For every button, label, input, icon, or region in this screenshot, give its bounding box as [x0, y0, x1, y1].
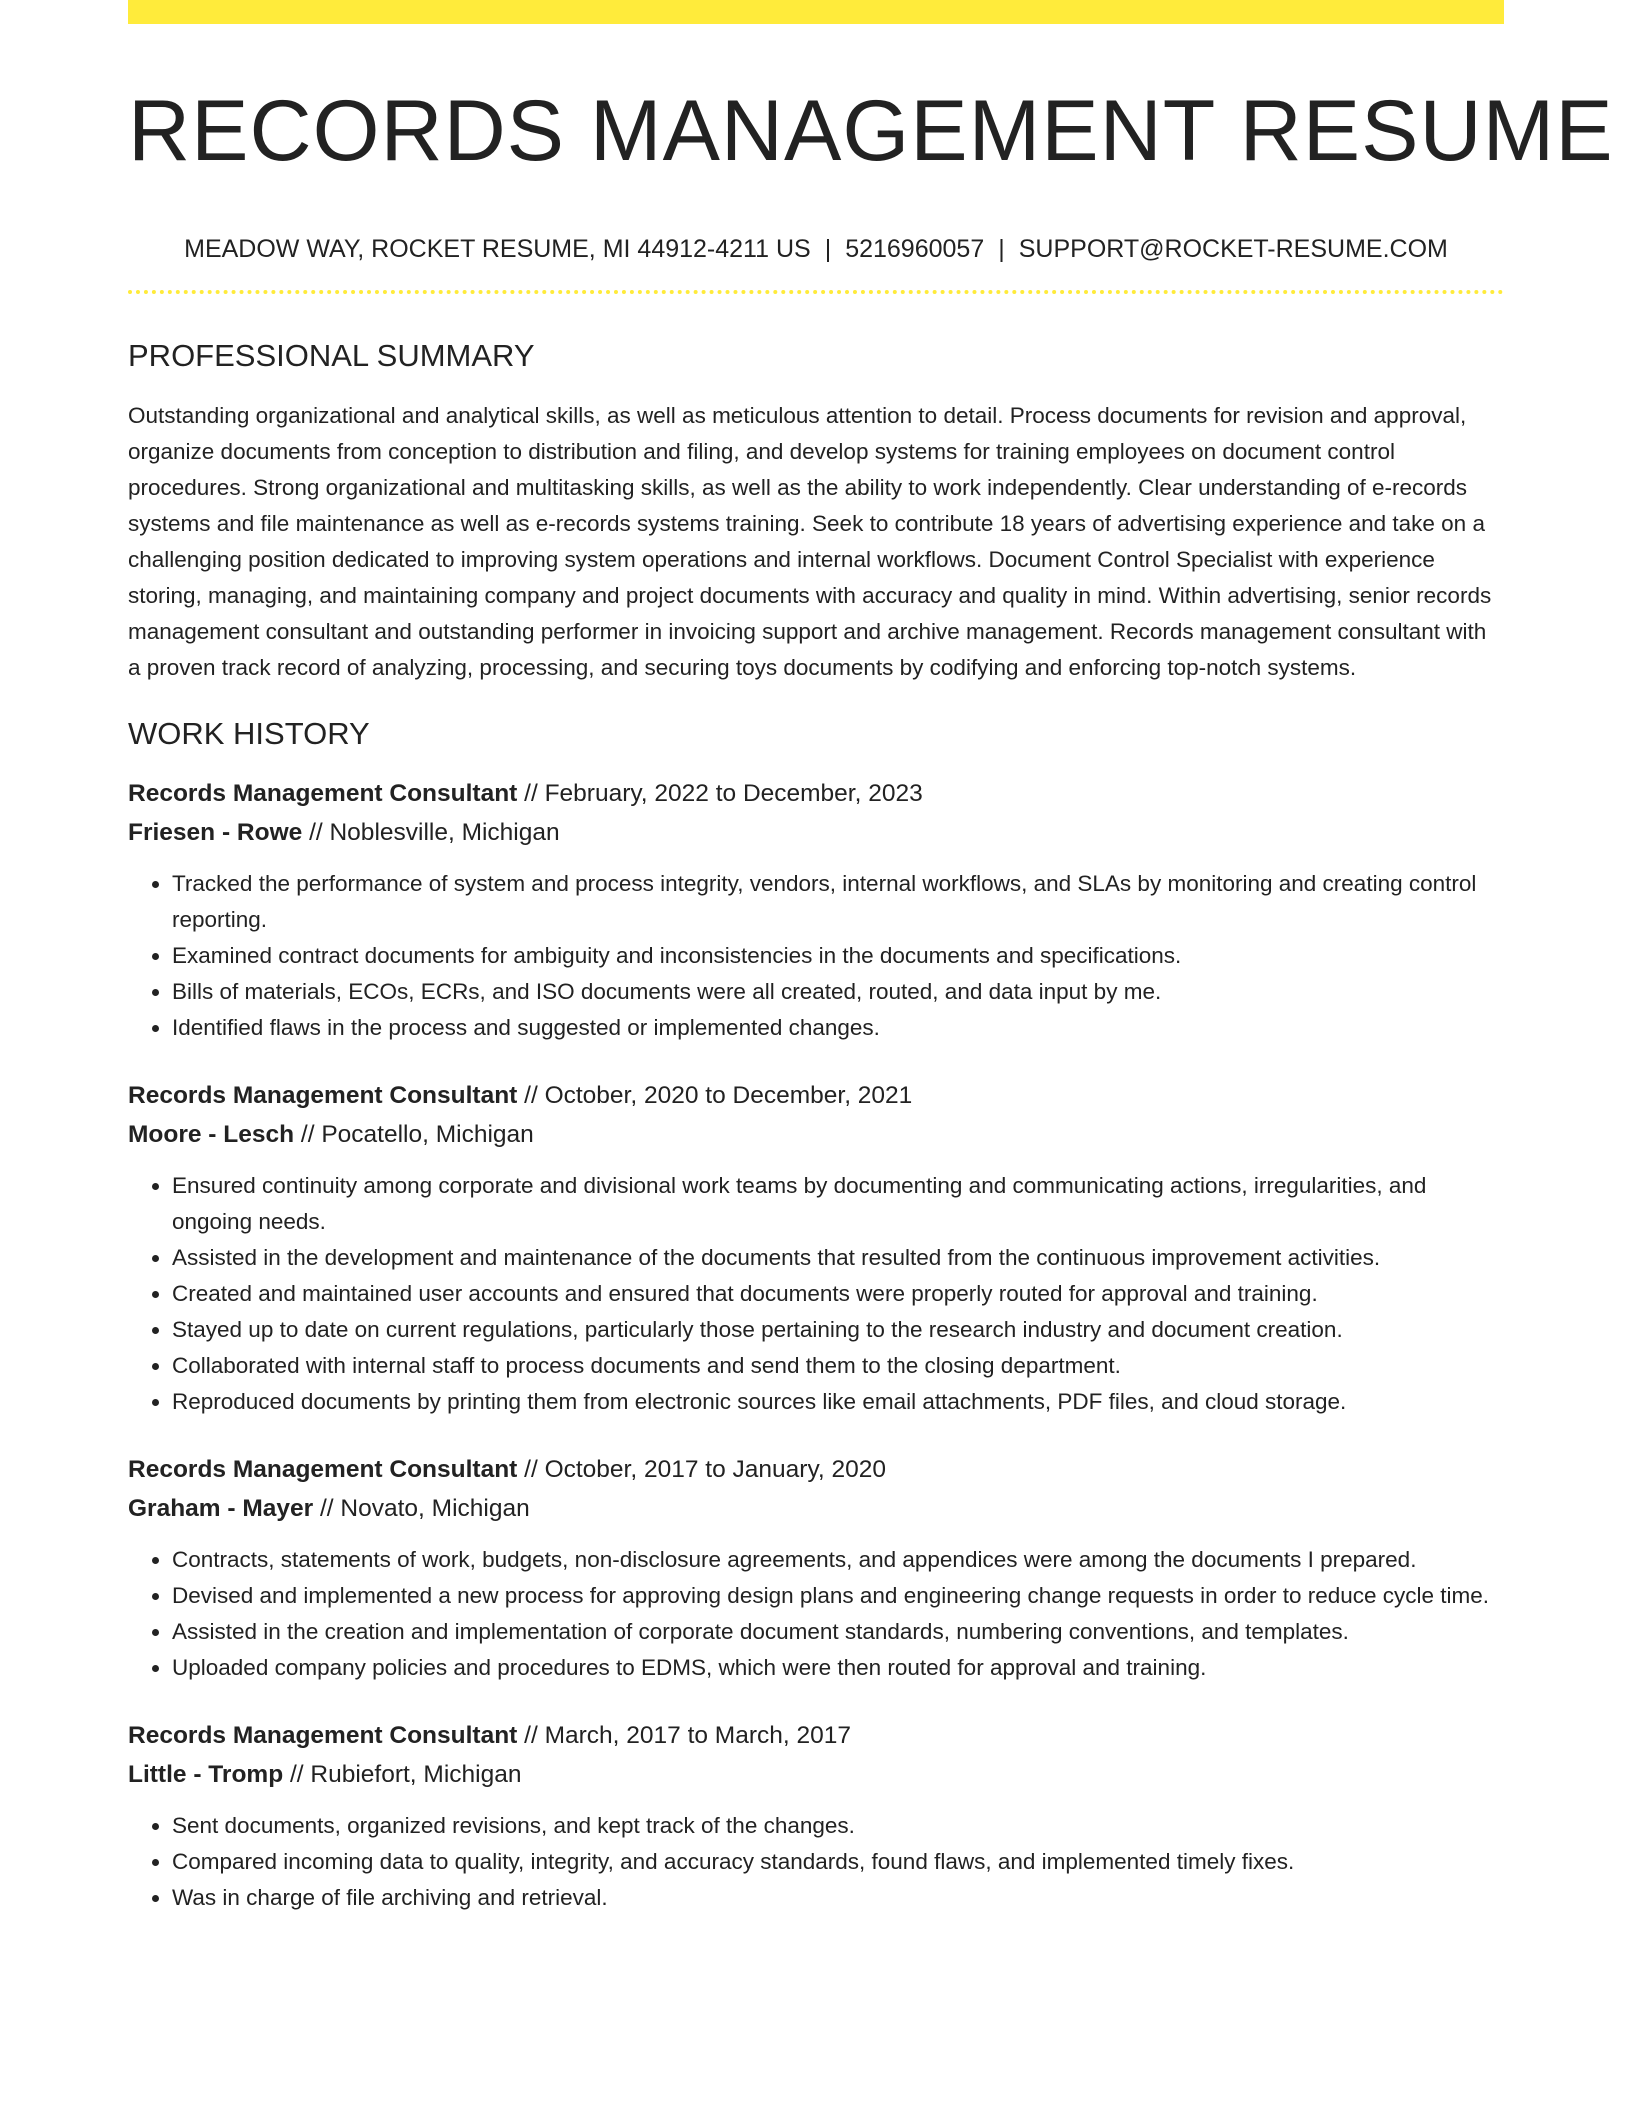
top-accent-bar	[128, 0, 1504, 24]
job-location: // Rubiefort, Michigan	[283, 1760, 522, 1788]
resume-title: RECORDS MANAGEMENT RESUME	[128, 83, 1614, 179]
job-title-line	[128, 774, 1504, 813]
job-title-line	[128, 1450, 1504, 1489]
job-title-line	[128, 1076, 1504, 1115]
bullet-item: • Reproduced documents by printing them from electronic sources like email attachments, PDF files, and cloud storage.	[172, 1384, 1504, 1420]
job-bullets	[128, 866, 1504, 1046]
job-entry	[128, 1716, 1504, 1916]
job-company: Friesen - Rowe	[128, 818, 303, 846]
job-entry	[128, 774, 1504, 1046]
bullet-item: • Collaborated with internal staff to process documents and send them to the closing department.	[172, 1348, 1504, 1384]
bullet-item: • Identified flaws in the process and suggested or implemented changes.	[172, 1010, 1504, 1046]
work-history-heading: WORK HISTORY	[128, 715, 370, 751]
job-title: Records Management Consultant	[128, 1455, 518, 1483]
resume-page	[128, 0, 1614, 1916]
bullet-item: • Ensured continuity among corporate and divisional work teams by documenting and communicating actions, irregularities, and ongoing needs.	[172, 1168, 1504, 1240]
job-company: Little - Tromp	[128, 1760, 284, 1788]
bullet-item: • Examined contract documents for ambiguity and inconsistencies in the documents and specifications.	[172, 938, 1504, 974]
email: SUPPORT@ROCKET-RESUME.COM	[1018, 234, 1448, 263]
bullet-item: • Sent documents, organized revisions, and kept track of the changes.	[172, 1808, 1504, 1844]
address: MEADOW WAY, ROCKET RESUME, MI 44912-4211 US	[184, 234, 811, 263]
summary-heading: PROFESSIONAL SUMMARY	[128, 337, 535, 373]
phone: 5216960057	[845, 234, 985, 263]
dotted-divider	[128, 290, 1504, 294]
bullet-item: • Assisted in the development and maintenance of the documents that resulted from the continuous improvement activities.	[172, 1240, 1504, 1276]
job-company-line	[128, 1755, 1504, 1794]
contact-separator: |	[998, 234, 1005, 263]
job-location: // Pocatello, Michigan	[294, 1120, 534, 1148]
bullet-item: • Tracked the performance of system and process integrity, vendors, internal workflows, and SLAs by monitoring and creating control reporting.	[172, 866, 1504, 938]
bullet-item: • Assisted in the creation and implementation of corporate document standards, numbering conventions, and templates.	[172, 1614, 1504, 1650]
job-company: Graham - Mayer	[128, 1494, 314, 1522]
bullet-item: • Created and maintained user accounts and ensured that documents were properly routed for approval and training.	[172, 1276, 1504, 1312]
job-bullets	[128, 1168, 1504, 1420]
job-entry	[128, 1450, 1504, 1686]
job-title: Records Management Consultant	[128, 1081, 518, 1109]
bullet-item: • Devised and implemented a new process for approving design plans and engineering change requests in order to reduce cycle time.	[172, 1578, 1504, 1614]
job-bullets	[128, 1542, 1504, 1686]
job-bullets	[128, 1808, 1504, 1916]
bullet-item: • Was in charge of file archiving and retrieval.	[172, 1880, 1504, 1916]
bullet-item: • Contracts, statements of work, budgets, non-disclosure agreements, and appendices were among the documents I prepared.	[172, 1542, 1504, 1578]
bullet-item: • Bills of materials, ECOs, ECRs, and ISO documents were all created, routed, and data input by me.	[172, 974, 1504, 1010]
summary-text: Outstanding organizational and analytical skills, as well as meticulous attention to detail. Process documents for revision and approval, organize documents from conception to distribution and filing, and develop systems for training employees on document control procedures. Strong organizational and multitasking skills, as well as the ability to work independently. Clear understanding of e-records systems and file maintenance as well as e-records systems training. Seek to contribute 18 years of advertising experience and take on a challenging position dedicated to improving system operations and internal workflows. Document Control Specialist with experience storing, managing, and maintaining company and project documents with accuracy and quality in mind. Within advertising, senior records management consultant and outstanding performer in invoicing support and archive management. Records management consultant with a proven track record of analyzing, processing, and securing toys documents by codifying and enforcing top-notch systems.	[128, 402, 1492, 680]
job-title: Records Management Consultant	[128, 779, 518, 807]
job-location: // Novato, Michigan	[313, 1494, 530, 1522]
bullet-item: • Stayed up to date on current regulations, particularly those pertaining to the research industry and document creation.	[172, 1312, 1504, 1348]
job-dates: // February, 2022 to December, 2023	[517, 779, 923, 807]
job-company-line	[128, 1115, 1504, 1154]
contact-separator: |	[824, 234, 832, 263]
job-dates: // October, 2020 to December, 2021	[517, 1081, 913, 1109]
contact-line	[128, 235, 1504, 264]
job-dates: // October, 2017 to January, 2020	[517, 1455, 886, 1483]
job-entry	[128, 1076, 1504, 1420]
bullet-item: • Compared incoming data to quality, integrity, and accuracy standards, found flaws, and implemented timely fixes.	[172, 1844, 1504, 1880]
job-company-line	[128, 1489, 1504, 1528]
job-location: // Noblesville, Michigan	[302, 818, 560, 846]
job-title: Records Management Consultant	[128, 1721, 518, 1749]
job-company: Moore - Lesch	[128, 1120, 295, 1148]
bullet-item: • Uploaded company policies and procedures to EDMS, which were then routed for approval and training.	[172, 1650, 1504, 1686]
job-dates: // March, 2017 to March, 2017	[517, 1721, 851, 1749]
job-company-line	[128, 813, 1504, 852]
job-title-line	[128, 1716, 1504, 1755]
